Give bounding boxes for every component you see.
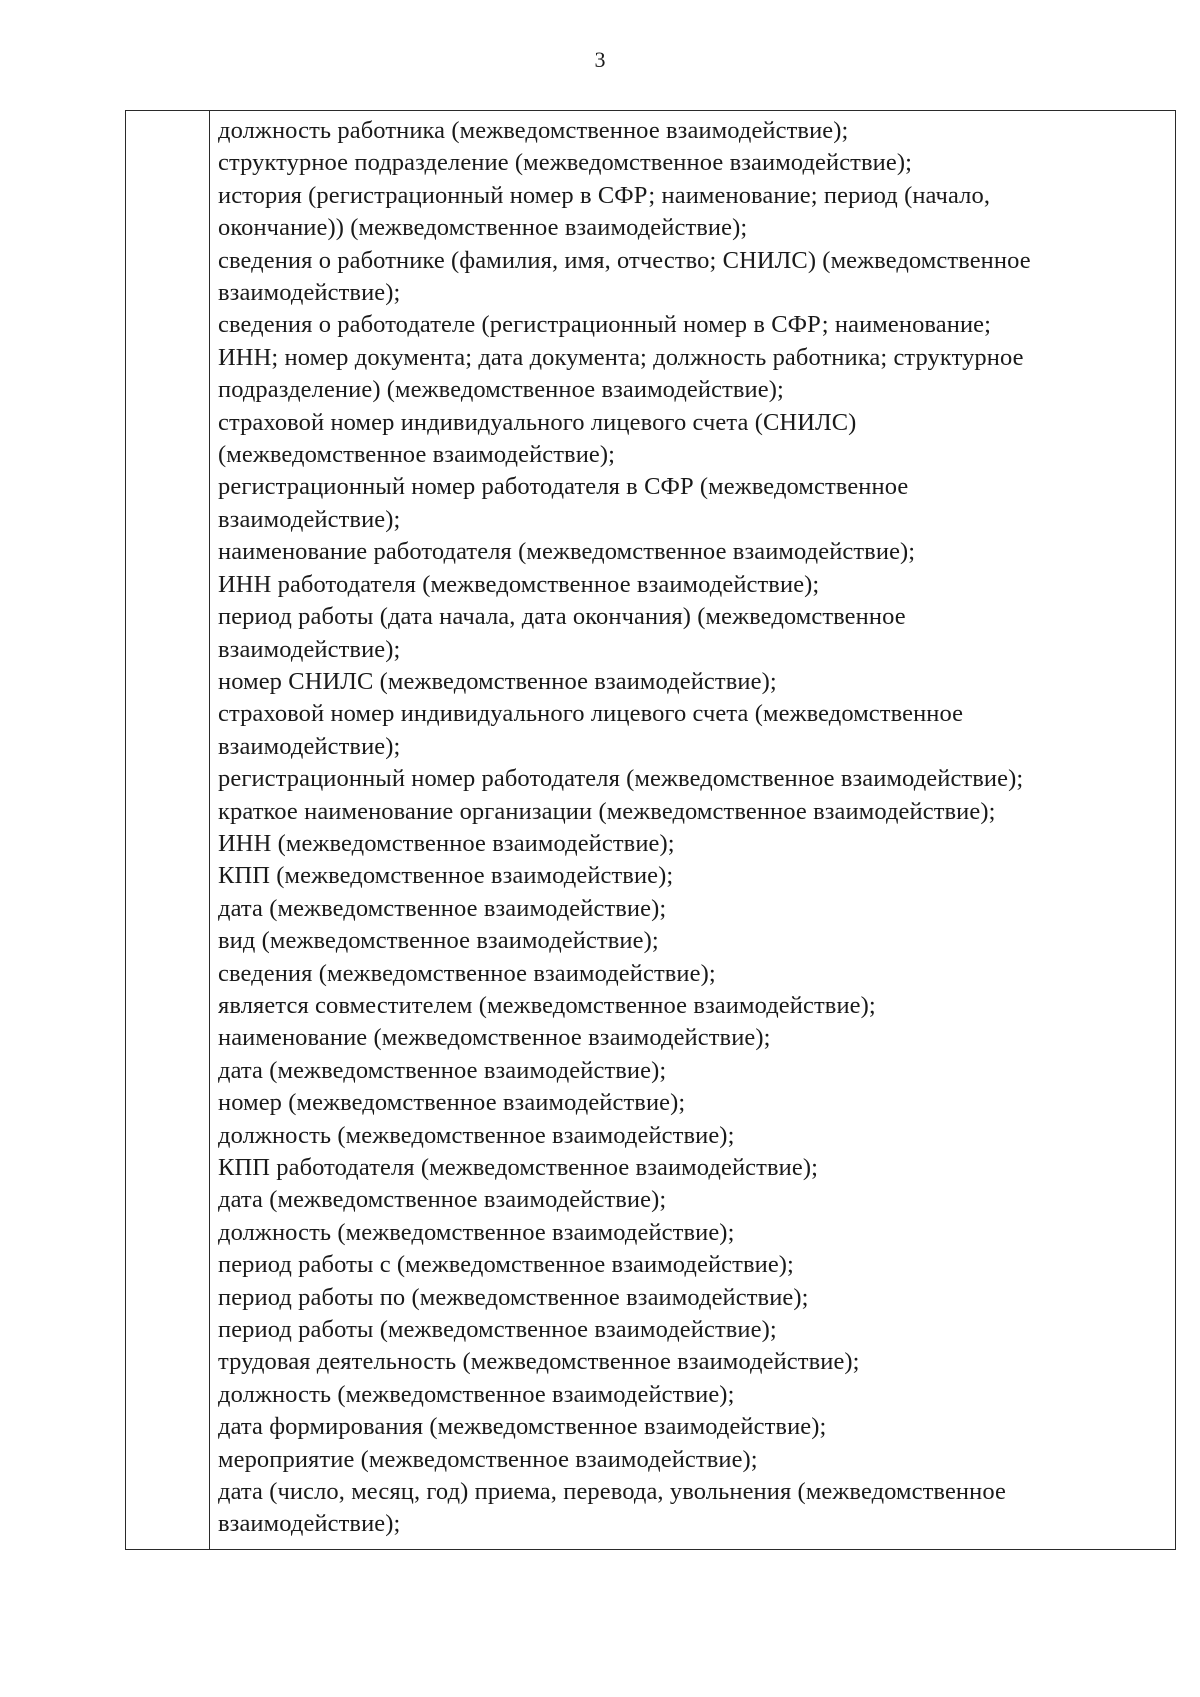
document-table [125, 110, 1176, 1550]
text-line: наименование (межведомственное взаимодействие); [218, 1024, 771, 1052]
text-line: является совместителем (межведомственное взаимодействие); [218, 991, 876, 1019]
text-line: взаимодействие); [218, 635, 401, 663]
text-line: регистрационный номер работодателя в СФР (межведомственное [218, 473, 909, 501]
text-line: взаимодействие); [218, 1510, 401, 1538]
text-line: страховой номер индивидуального лицевого счета (межведомственное [218, 700, 964, 728]
text-line: вид (межведомственное взаимодействие); [218, 927, 659, 955]
text-line: должность работника (межведомственное взаимодействие); [218, 117, 849, 144]
table-content-cell [218, 115, 1163, 1541]
text-line: ИНН (межведомственное взаимодействие); [218, 829, 675, 857]
text-line: сведения о работодателе (регистрационный номер в СФР; наименование; [218, 311, 992, 339]
text-line: мероприятие (межведомственное взаимодействие); [218, 1445, 758, 1473]
text-line: сведения (межведомственное взаимодействие); [218, 959, 716, 987]
text-line: взаимодействие); [218, 279, 401, 307]
text-line: КПП (межведомственное взаимодействие); [218, 862, 674, 890]
text-line: должность (межведомственное взаимодействие); [218, 1121, 735, 1149]
text-line: должность (межведомственное взаимодействие); [218, 1218, 735, 1246]
text-line: история (регистрационный номер в СФР; наименование; период (начало, [218, 181, 991, 209]
text-line: краткое наименование организации (межведомственное взаимодействие); [218, 797, 996, 825]
text-line: период работы по (межведомственное взаимодействие); [218, 1283, 809, 1311]
text-line: ИНН; номер документа; дата документа; должность работника; структурное [218, 343, 1024, 371]
text-line: взаимодействие); [218, 732, 401, 760]
text-line: ИНН работодателя (межведомственное взаимодействие); [218, 570, 820, 598]
text-line: окончание)) (межведомственное взаимодействие); [218, 214, 748, 242]
column-divider [209, 111, 210, 1549]
text-line: должность (межведомственное взаимодействие); [218, 1380, 735, 1408]
text-line: страховой номер индивидуального лицевого счета (СНИЛС) [218, 408, 857, 436]
text-line: период работы (межведомственное взаимодействие); [218, 1316, 777, 1344]
text-line: (межведомственное взаимодействие); [218, 441, 616, 469]
text-line: период работы (дата начала, дата окончания) (межведомственное [218, 603, 906, 631]
text-line: номер СНИЛС (межведомственное взаимодействие); [218, 667, 777, 695]
text-line: подразделение) (межведомственное взаимодействие); [218, 376, 784, 404]
text-line: взаимодействие); [218, 505, 401, 533]
text-line: дата формирования (межведомственное взаимодействие); [218, 1413, 827, 1441]
text-line: сведения о работнике (фамилия, имя, отчество; СНИЛС) (межведомственное [218, 246, 1031, 274]
text-line: дата (число, месяц, год) приема, перевода, увольнения (межведомственное [218, 1478, 1006, 1506]
text-line: наименование работодателя (межведомственное взаимодействие); [218, 538, 916, 566]
text-line: дата (межведомственное взаимодействие); [218, 894, 667, 922]
text-line: КПП работодателя (межведомственное взаимодействие); [218, 1154, 818, 1181]
text-line: номер (межведомственное взаимодействие); [218, 1089, 686, 1117]
text-line: дата (межведомственное взаимодействие); [218, 1186, 667, 1214]
text-line: трудовая деятельность (межведомственное взаимодействие); [218, 1348, 860, 1376]
text-line: дата (межведомственное взаимодействие); [218, 1056, 667, 1084]
text-line: регистрационный номер работодателя (межведомственное взаимодействие); [218, 765, 1024, 793]
page-number: 3 [594, 47, 606, 72]
text-line: структурное подразделение (межведомственное взаимодействие); [218, 149, 912, 177]
table-left-cell [126, 111, 209, 1549]
text-line: период работы с (межведомственное взаимодействие); [218, 1251, 794, 1279]
